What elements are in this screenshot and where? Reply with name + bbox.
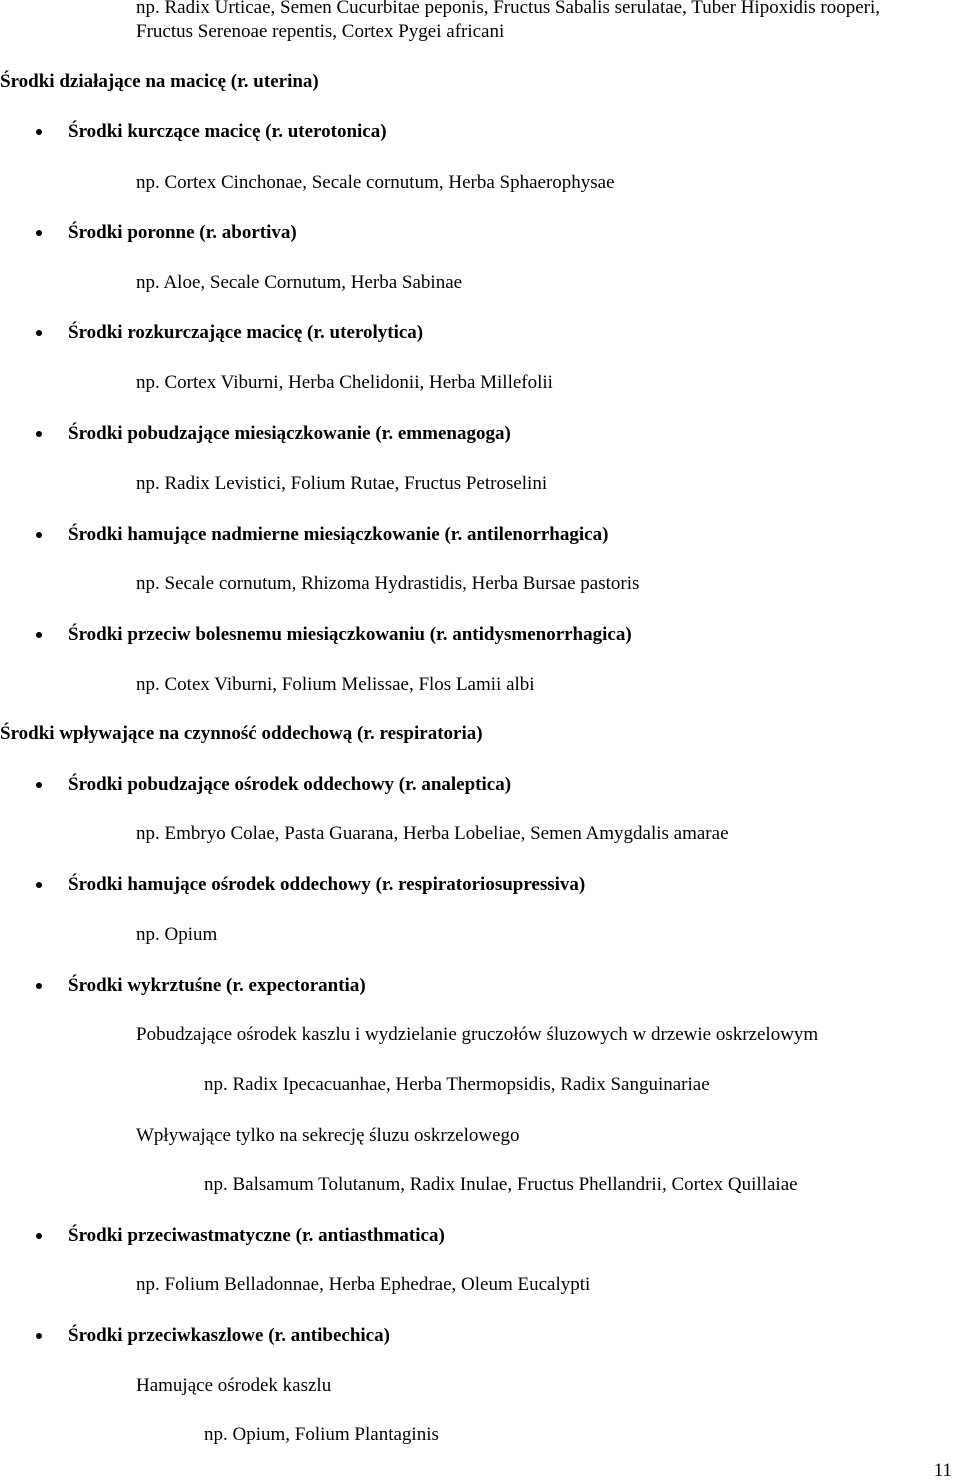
item-example-uterolytica: np. Cortex Viburni, Herba Chelidonii, Herba Millefolii xyxy=(136,372,553,393)
section-heading-respiratoria: Środki wpływające na czynność oddechową (r. respiratoria) xyxy=(0,723,483,744)
bullet-icon xyxy=(36,882,42,888)
item-title-emmenagoga: Środki pobudzające miesiączkowanie (r. emmenagoga) xyxy=(68,423,511,444)
bullet-icon xyxy=(36,1333,42,1339)
item-title-antibechica: Środki przeciwkaszlowe (r. antibechica) xyxy=(68,1325,390,1346)
item-example-antiasthmatica: np. Folium Belladonnae, Herba Ephedrae, Oleum Eucalypti xyxy=(136,1274,591,1295)
item-desc-expectorantia-2: Wpływające tylko na sekrecję śluzu oskrzelowego xyxy=(136,1125,520,1146)
item-example-antilenorrhagica: np. Secale cornutum, Rhizoma Hydrastidis, Herba Bursae pastoris xyxy=(136,573,640,594)
item-example-emmenagoga: np. Radix Levistici, Folium Rutae, Fructus Petroselini xyxy=(136,473,548,494)
bullet-icon xyxy=(36,431,42,437)
bullet-icon xyxy=(36,330,42,336)
item-example-antibechica: np. Opium, Folium Plantaginis xyxy=(204,1424,439,1445)
item-title-abortiva: Środki poronne (r. abortiva) xyxy=(68,222,297,243)
item-title-uterotonica: Środki kurczące macicę (r. uterotonica) xyxy=(68,121,387,142)
section-heading-uterina: Środki działające na macicę (r. uterina) xyxy=(0,71,319,92)
item-title-antiasthmatica: Środki przeciwastmatyczne (r. antiasthmatica) xyxy=(68,1225,445,1246)
item-title-antilenorrhagica: Środki hamujące nadmierne miesiączkowanie (r. antilenorrhagica) xyxy=(68,524,609,545)
item-example-expectorantia-2: np. Balsamum Tolutanum, Radix Inulae, Fructus Phellandrii, Cortex Quillaiae xyxy=(204,1174,798,1195)
item-example-uterotonica: np. Cortex Cinchonae, Secale cornutum, Herba Sphaerophysae xyxy=(136,172,615,193)
bullet-icon xyxy=(36,1233,42,1239)
bullet-icon xyxy=(36,230,42,236)
item-example-analeptica: np. Embryo Colae, Pasta Guarana, Herba Lobeliae, Semen Amygdalis amarae xyxy=(136,823,729,844)
bullet-icon xyxy=(36,129,42,135)
item-example-respiratoriosupressiva: np. Opium xyxy=(136,924,218,945)
item-title-uterolytica: Środki rozkurczające macicę (r. uterolytica) xyxy=(68,322,424,343)
item-desc-expectorantia-1: Pobudzające ośrodek kaszlu i wydzielanie gruczołów śluzowych w drzewie oskrzelowym xyxy=(136,1024,819,1045)
item-example-expectorantia-1: np. Radix Ipecacuanhae, Herba Thermopsidis, Radix Sanguinariae xyxy=(204,1074,710,1095)
bullet-icon xyxy=(36,782,42,788)
item-title-analeptica: Środki pobudzające ośrodek oddechowy (r. analeptica) xyxy=(68,774,512,795)
item-title-antidysmenorrhagica: Środki przeciw bolesnemu miesiączkowaniu (r. antidysmenorrhagica) xyxy=(68,624,632,645)
item-desc-antibechica: Hamujące ośrodek kaszlu xyxy=(136,1375,332,1396)
item-example-antidysmenorrhagica: np. Cotex Viburni, Folium Melissae, Flos Lamii albi xyxy=(136,674,535,695)
bullet-icon xyxy=(36,983,42,989)
page-number: 11 xyxy=(933,1460,952,1481)
bullet-icon xyxy=(36,632,42,638)
bullet-icon xyxy=(36,532,42,538)
item-title-respiratoriosupressiva: Środki hamujące ośrodek oddechowy (r. respiratoriosupressiva) xyxy=(68,874,586,895)
intro-line-1: np. Radix Urticae, Semen Cucurbitae peponis, Fructus Sabalis serulatae, Tuber Hipoxidis rooperi, xyxy=(136,0,881,18)
item-example-abortiva: np. Aloe, Secale Cornutum, Herba Sabinae xyxy=(136,272,463,293)
item-title-expectorantia: Środki wykrztuśne (r. expectorantia) xyxy=(68,975,366,996)
intro-line-2: Fructus Serenoae repentis, Cortex Pygei africani xyxy=(136,21,505,42)
